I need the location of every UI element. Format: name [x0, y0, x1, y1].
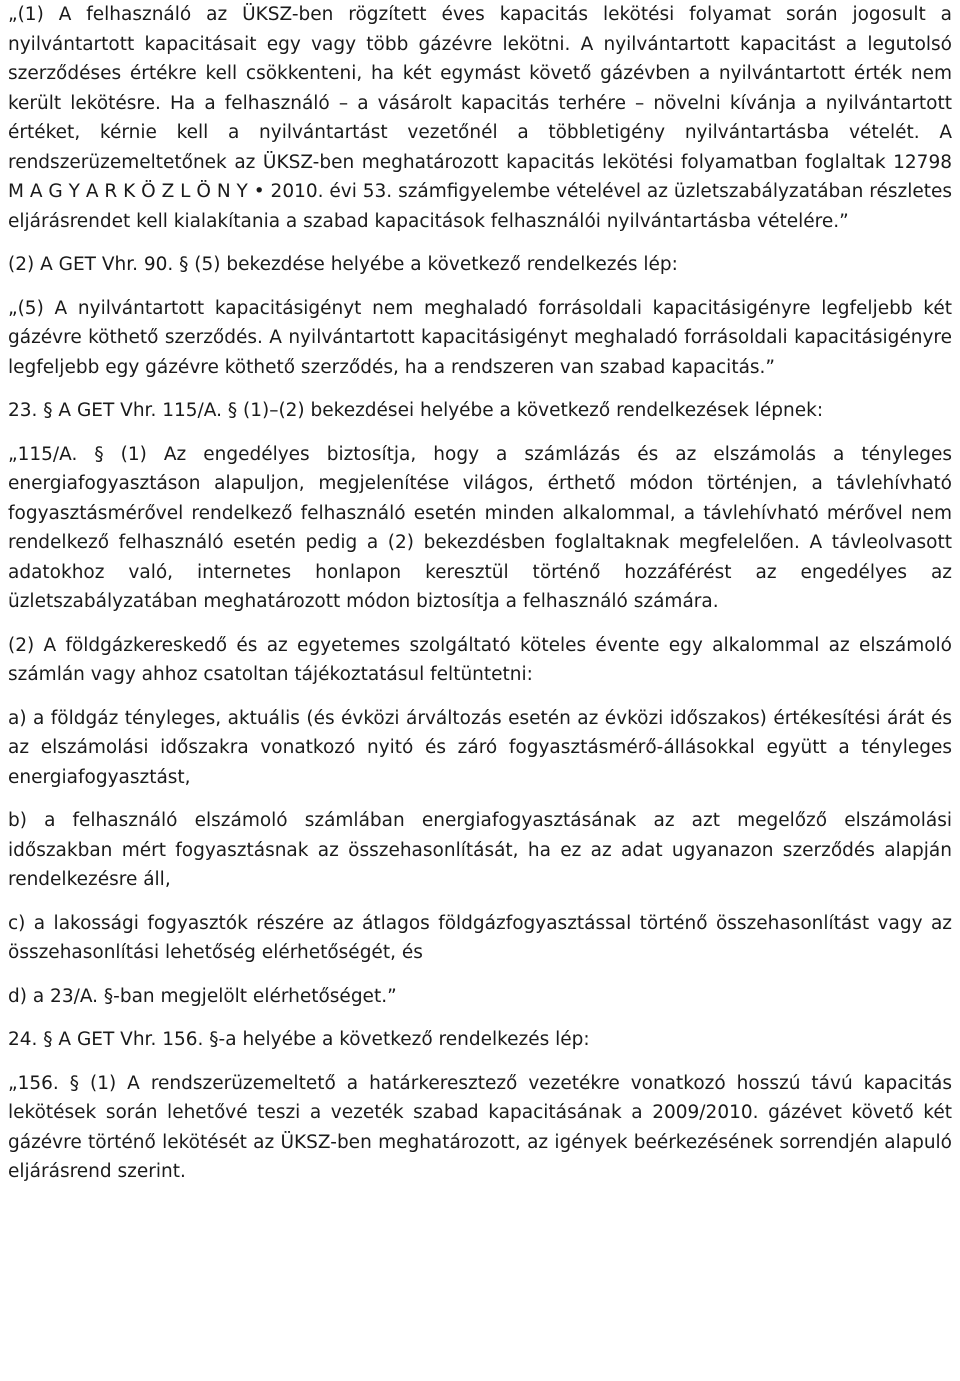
document-page [8, 0, 952, 1187]
paragraph-6: (2) A földgázkereskedő és az egyetemes szolgáltató köteles évente egy alkalommal az elszámoló számlán vagy ahhoz csatoltan tájékoztatásul feltüntetni: [8, 634, 952, 685]
paragraph-4: 23. § A GET Vhr. 115/A. § (1)–(2) bekezdései helyébe a következő rendelkezések lépnek: [8, 400, 824, 421]
paragraph-2: (2) A GET Vhr. 90. § (5) bekezdése helyébe a következő rendelkezés lép: [8, 254, 678, 275]
paragraph-7: a) a földgáz tényleges, aktuális (és évközi árváltozás esetén az évközi időszakos) értékesítési árát és az elszámolási időszakra vonatkozó nyitó és záró fogyasztásmérő-állásokkal együtt a tényleges energiafogyasztást, [8, 707, 952, 788]
paragraph-10: d) a 23/A. §-ban megjelölt elérhetőséget.” [8, 985, 397, 1007]
paragraph-3: „(5) A nyilvántartott kapacitásigényt nem meghaladó forrásoldali kapacitásigényre legfeljebb két gázévre köthető szerződés. A nyilvántartott kapacitásigényt meghaladó forrásoldali kapacitásigényre legfeljebb egy gázévre köthető szerződés, ha a rendszeren van szabad kapacitás.” [8, 297, 952, 378]
paragraph-1: „(1) A felhasználó az ÜKSZ-ben rögzített éves kapacitás lekötési folyamat során jogosult a nyilvántartott kapacitásait egy vagy több gázévre lekötni. A nyilvántartott kapacitást a legutolsó szerződéses értékre kell csökkenteni, ha két egymást követő gázévben a nyilvántartott érték nem került lekötésre. Ha a felhasználó – a vásárolt kapacitás terhére – növelni kívánja a nyilvántartott értéket, kérnie kell a nyilvántartást vezetőnél a többletigény nyilvántartásba vételét. A rendszerüzemeltetőnek az ÜKSZ-ben meghatározott kapacitás lekötési folyamatban foglaltak 12798 M A G Y A R K Ö Z L Ö N Y • 2010. évi 53. számfigyelembe vételével az üzletszabályzatában részletes eljárásrendet kell kialakítania a szabad kapacitások felhasználói nyilvántartásba vételére.” [8, 4, 952, 232]
paragraph-9: c) a lakossági fogyasztók részére az átlagos földgázfogyasztással történő összehasonlítást vagy az összehasonlítási lehetőség elérhetőségét, és [8, 912, 952, 963]
paragraph-11: 24. § A GET Vhr. 156. §-a helyébe a következő rendelkezés lép: [8, 1029, 590, 1050]
paragraph-5: „115/A. § (1) Az engedélyes biztosítja, hogy a számlázás és az elszámolás a tényleges energiafogyasztáson alapuljon, megjelenítése világos, érthető módon történjen, a távlehívható fogyasztásmérővel rendelkező felhasználó esetén minden alkalommal, a távlehívható mérővel nem rendelkező felhasználó esetén pedig a (2) bekezdésben foglaltaknak megfelelően. A távleolvasott adatokhoz való, internetes honlapon keresztül történő hozzáférést az engedélyes az üzletszabályzatában meghatározott módon biztosítja a felhasználó számára. [8, 443, 952, 612]
paragraph-12: „156. § (1) A rendszerüzemeltető a határkeresztező vezetékre vonatkozó hosszú távú kapacitás lekötések során lehetővé teszi a vezeték szabad kapacitásának a 2009/2010. gázévet követő két gázévre történő lekötését az ÜKSZ-ben meghatározott, az igények beérkezésének sorrendjén alapuló eljárásrend szerint. [8, 1072, 952, 1182]
paragraph-8: b) a felhasználó elszámoló számlában energiafogyasztásának az azt megelőző elszámolási időszakban mért fogyasztásnak az összehasonlítását, ha ez az adat ugyanazon szerződés alapján rendelkezésre áll, [8, 810, 952, 890]
